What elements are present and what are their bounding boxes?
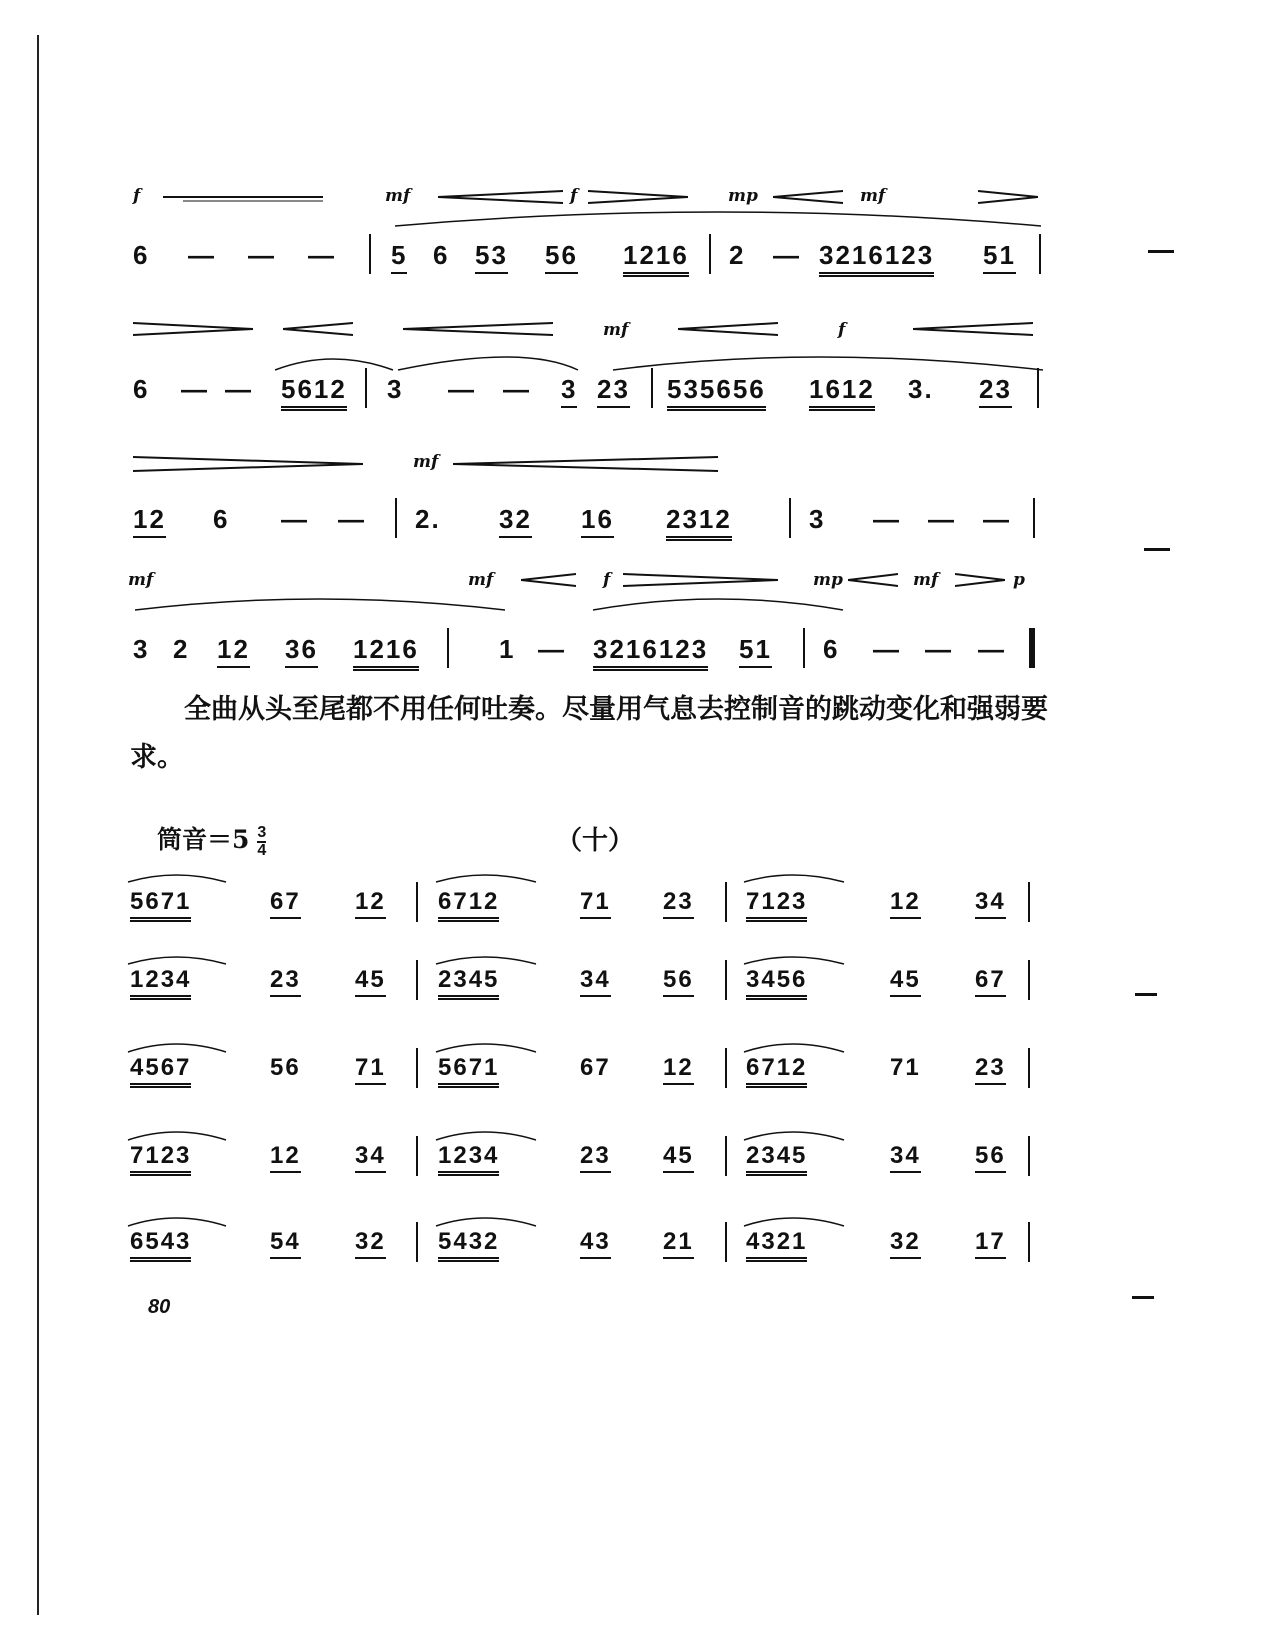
crescendo-hairpin	[403, 322, 553, 336]
note-group: 6543	[130, 1228, 191, 1262]
dynamic-mark: f	[133, 186, 141, 206]
note-group: 23	[580, 1142, 611, 1173]
note-group: 34	[355, 1142, 386, 1173]
note-group: 12	[133, 504, 166, 538]
barline	[365, 368, 367, 408]
performance-note: 全曲从头至尾都不用任何吐奏。尽量用气息去控制音的跳动变化和强弱要求。	[130, 694, 1048, 773]
dynamic-mark: mf	[385, 186, 411, 206]
dash: —	[225, 374, 253, 404]
note-group: 23	[597, 374, 630, 408]
dash: —	[983, 504, 1011, 534]
note-group: 34	[580, 966, 611, 997]
dynamic-mark: f	[838, 320, 846, 340]
note-group: 1216	[353, 634, 419, 671]
dynamic-mark: f	[603, 570, 611, 590]
decrescendo-hairpin	[588, 190, 688, 204]
crescendo-hairpin	[678, 322, 778, 336]
note-group: 23	[270, 966, 301, 997]
barline	[1028, 1048, 1030, 1088]
final-barline	[1029, 628, 1035, 668]
note-group: 5432	[438, 1228, 499, 1262]
decrescendo-hairpin	[623, 573, 778, 587]
dynamic-mark: mp	[728, 186, 758, 206]
note-group: 56	[545, 240, 578, 274]
edge-mark	[1135, 993, 1157, 996]
dynamic-mark: f	[570, 186, 578, 206]
dash: —	[773, 240, 801, 270]
note-group: 2312	[666, 504, 732, 541]
note: 2.	[415, 504, 441, 534]
barline	[1039, 234, 1041, 274]
note-group: 21	[663, 1228, 694, 1259]
note-group: 67	[270, 888, 301, 919]
dash: —	[503, 374, 531, 404]
dash: —	[873, 634, 901, 664]
dash: —	[188, 240, 216, 270]
note-group: 5612	[281, 374, 347, 411]
note: 5	[391, 240, 407, 274]
phrase-slur	[393, 206, 1043, 230]
note-group: 45	[890, 966, 921, 997]
time-denominator: 4	[257, 841, 267, 859]
note-group: 6712	[438, 888, 499, 922]
time-signature	[257, 825, 266, 859]
note-group: 12	[355, 888, 386, 919]
dynamic-mark: mf	[860, 186, 886, 206]
dash: —	[338, 504, 366, 534]
note-group: 34	[890, 1142, 921, 1173]
key-label: 筒音＝5	[157, 825, 250, 854]
note-group: 7123	[130, 1142, 191, 1176]
note: 1	[499, 634, 516, 664]
note-group: 43	[580, 1228, 611, 1259]
note-group: 54	[270, 1228, 301, 1259]
key-signature	[157, 820, 266, 859]
note-group: 4321	[746, 1228, 807, 1262]
dash: —	[448, 374, 476, 404]
note-group: 32	[355, 1228, 386, 1259]
note-group: 7123	[746, 888, 807, 922]
phrase-slur	[133, 590, 853, 614]
dynamic-mark: mf	[913, 570, 939, 590]
dash: —	[248, 240, 276, 270]
decrescendo-hairpin	[955, 573, 1005, 587]
barline	[1028, 1136, 1030, 1176]
note-group: 6712	[746, 1054, 807, 1088]
crescendo-hairpin	[521, 573, 576, 587]
tenuto-line	[163, 192, 323, 206]
barline	[789, 498, 791, 538]
note-group: 71	[580, 888, 611, 919]
note: 6	[133, 374, 150, 404]
note-group: 23	[979, 374, 1012, 408]
note-group: 12	[217, 634, 250, 668]
note: 6	[823, 634, 840, 664]
barline	[1033, 498, 1035, 538]
note-group: 51	[739, 634, 772, 668]
note-group: 34	[975, 888, 1006, 919]
note-group: 2345	[438, 966, 499, 1000]
dynamic-mark: mf	[128, 570, 154, 590]
crescendo-hairpin	[283, 322, 353, 336]
dynamics-row	[133, 320, 1053, 346]
note-group: 5671	[130, 888, 191, 922]
note-group: 3456	[746, 966, 807, 1000]
barline	[1028, 882, 1030, 922]
notes-row	[133, 634, 1053, 674]
dash: —	[928, 504, 956, 534]
note-group: 56	[975, 1142, 1006, 1173]
note-group: 535656	[667, 374, 766, 411]
exercise-number: （十）	[556, 826, 635, 856]
dash: —	[308, 240, 336, 270]
exercise-slurs	[126, 868, 866, 1288]
note-group: 1234	[130, 966, 191, 1000]
note-group: 1216	[623, 240, 689, 277]
note-group: 67	[580, 1054, 611, 1081]
note-group: 2345	[746, 1142, 807, 1176]
note-group: 51	[983, 240, 1016, 274]
note-group: 36	[285, 634, 318, 668]
phrase-slur	[273, 344, 1043, 374]
note-group: 16	[581, 504, 614, 538]
note-group: 3216123	[593, 634, 708, 671]
note: 6	[433, 240, 450, 270]
decrescendo-hairpin	[978, 190, 1038, 204]
dynamics-row	[133, 452, 1053, 478]
note-group: 45	[355, 966, 386, 997]
barline	[1037, 368, 1039, 408]
edge-mark	[1144, 548, 1170, 551]
note-group: 56	[663, 966, 694, 997]
grace-note: 6	[213, 504, 230, 534]
barline	[395, 498, 397, 538]
dash: —	[925, 634, 953, 664]
note-group: 56	[270, 1054, 301, 1081]
note-group: 32	[890, 1228, 921, 1259]
note: 3	[387, 374, 404, 404]
notes-row	[133, 374, 1053, 414]
decrescendo-hairpin	[133, 322, 253, 336]
dash: —	[281, 504, 309, 534]
dynamic-mark: mf	[603, 320, 629, 340]
note-group: 1234	[438, 1142, 499, 1176]
page-number: 80	[148, 1296, 171, 1318]
barline	[447, 628, 449, 668]
barline	[1028, 1222, 1030, 1262]
note-group: 1612	[809, 374, 875, 411]
notes-row	[133, 240, 1053, 280]
dynamic-mark: p	[1013, 570, 1025, 590]
crescendo-hairpin	[913, 322, 1033, 336]
note: 3	[809, 504, 826, 534]
note: 3.	[908, 374, 934, 404]
dynamic-mark: mp	[813, 570, 843, 590]
barline	[369, 234, 371, 274]
binding-margin-line	[37, 35, 39, 1615]
dynamic-mark: mf	[468, 570, 494, 590]
note-group: 67	[975, 966, 1006, 997]
note-group: 23	[663, 888, 694, 919]
note-group: 71	[355, 1054, 386, 1085]
note: 3	[561, 374, 577, 408]
crescendo-hairpin	[848, 573, 898, 587]
note-group: 32	[499, 504, 532, 538]
note-group: 71	[890, 1054, 921, 1081]
note: 2	[173, 634, 190, 664]
decrescendo-hairpin	[133, 456, 363, 472]
note-group: 12	[663, 1054, 694, 1085]
dash: —	[181, 374, 209, 404]
dash: —	[978, 634, 1006, 664]
note-group: 53	[475, 240, 508, 274]
crescendo-hairpin	[773, 190, 843, 204]
note: 6	[133, 240, 150, 270]
dash: —	[873, 504, 901, 534]
barline	[709, 234, 711, 274]
dynamic-mark: mf	[413, 452, 439, 472]
dash: —	[538, 634, 566, 664]
note-group: 17	[975, 1228, 1006, 1259]
crescendo-hairpin	[453, 456, 718, 472]
note-group: 4567	[130, 1054, 191, 1088]
note-group: 23	[975, 1054, 1006, 1085]
note-group: 12	[270, 1142, 301, 1173]
note-group: 3216123	[819, 240, 934, 277]
note-group: 45	[663, 1142, 694, 1173]
time-numerator: 3	[257, 823, 267, 841]
note-group: 12	[890, 888, 921, 919]
note: 3	[133, 634, 150, 664]
barline	[1028, 960, 1030, 1000]
crescendo-hairpin	[438, 190, 563, 204]
note-group: 5671	[438, 1054, 499, 1088]
barline	[803, 628, 805, 668]
edge-mark	[1148, 250, 1174, 253]
note: 2	[729, 240, 746, 270]
notes-row	[133, 504, 1053, 544]
barline	[651, 368, 653, 408]
edge-mark	[1132, 1296, 1154, 1299]
